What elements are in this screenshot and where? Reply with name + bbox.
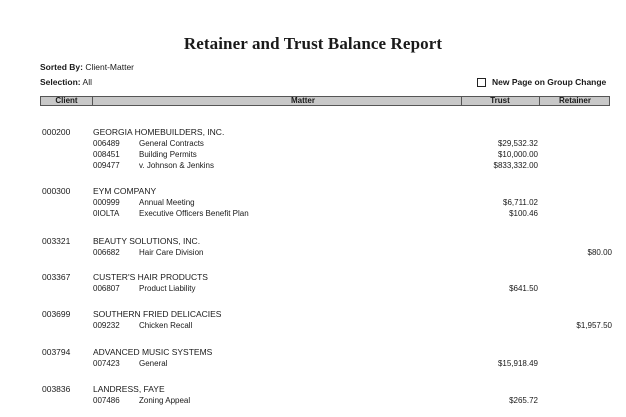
matter-description: Chicken Recall (139, 321, 193, 330)
selection-label: Selection: (40, 77, 81, 87)
sorted-by-value: Client-Matter (85, 62, 135, 72)
client-id: 003836 (42, 384, 71, 394)
trust-amount: $15,918.49 (497, 359, 538, 368)
client-id: 003321 (42, 236, 71, 246)
client-name: CUSTER'S HAIR PRODUCTS (93, 272, 208, 282)
trust-amount: $265.72 (509, 396, 538, 405)
matter-code: 009477 (93, 161, 120, 170)
matter-description: General (139, 359, 168, 368)
trust-amount: $833,332.00 (493, 161, 538, 170)
trust-amount: $100.46 (509, 209, 538, 218)
client-id: 000300 (42, 186, 71, 196)
retainer-amount: $80.00 (587, 248, 612, 257)
client-name: BEAUTY SOLUTIONS, INC. (93, 236, 201, 246)
column-header-client: Client (55, 96, 78, 105)
client-name: EYM COMPANY (93, 186, 157, 196)
matter-code: 006682 (93, 248, 120, 257)
matter-description: Zoning Appeal (139, 396, 191, 405)
matter-row (0, 209, 626, 220)
matter-description: General Contracts (139, 139, 204, 148)
matter-row (0, 321, 626, 332)
matter-description: Hair Care Division (139, 248, 204, 257)
selection-value: All (82, 77, 92, 87)
matter-row (0, 139, 626, 150)
matter-row (0, 248, 626, 259)
matter-code: 0IOLTA (93, 209, 120, 218)
column-header-matter: Matter (290, 96, 315, 105)
column-header-trust: Trust (490, 96, 510, 105)
matter-code: 007486 (93, 396, 120, 405)
client-name: SOUTHERN FRIED DELICACIES (93, 309, 222, 319)
matter-description: Product Liability (139, 284, 196, 293)
client-id: 003794 (42, 347, 71, 357)
matter-code: 007423 (93, 359, 120, 368)
client-id: 000200 (42, 127, 71, 137)
matter-description: Executive Officers Benefit Plan (139, 209, 249, 218)
trust-amount: $29,532.32 (497, 139, 538, 148)
matter-row (0, 198, 626, 209)
matter-code: 000999 (93, 198, 120, 207)
client-id: 003699 (42, 309, 71, 319)
retainer-amount: $1,957.50 (576, 321, 612, 330)
matter-row (0, 284, 626, 295)
column-header-retainer: Retainer (558, 96, 591, 105)
new-page-label: New Page on Group Change (492, 77, 607, 87)
matter-row (0, 396, 626, 407)
matter-code: 009232 (93, 321, 120, 330)
matter-row (0, 161, 626, 172)
trust-amount: $6,711.02 (503, 198, 538, 207)
matter-code: 008451 (93, 150, 120, 159)
matter-row (0, 359, 626, 370)
matter-description: Annual Meeting (139, 198, 195, 207)
matter-description: Building Permits (139, 150, 197, 159)
matter-row (0, 150, 626, 161)
sorted-by-label: Sorted By: (40, 62, 83, 72)
matter-code: 006807 (93, 284, 120, 293)
report-title: Retainer and Trust Balance Report (183, 34, 443, 53)
client-id: 003367 (42, 272, 71, 282)
client-name: GEORGIA HOMEBUILDERS, INC. (93, 127, 225, 137)
matter-code: 006489 (93, 139, 120, 148)
trust-amount: $10,000.00 (497, 150, 538, 159)
client-name: ADVANCED MUSIC SYSTEMS (93, 347, 213, 357)
matter-description: v. Johnson & Jenkins (139, 161, 215, 170)
trust-amount: $641.50 (509, 284, 538, 293)
client-name: LANDRESS, FAYE (93, 384, 165, 394)
